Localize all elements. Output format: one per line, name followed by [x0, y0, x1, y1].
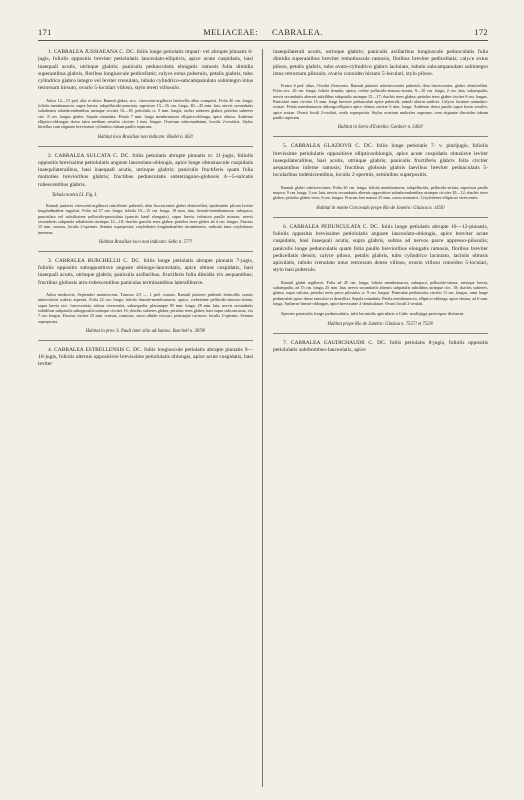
section-divider [273, 136, 488, 137]
species-6-habitat: Habitat prope Rio de Janeiro: Glaziou n. 7557! et 7559! [327, 321, 434, 327]
section-divider [273, 333, 488, 334]
left-column [38, 49, 253, 787]
section-divider [38, 251, 253, 252]
two-column-body [38, 49, 488, 787]
species-6-diagnosis: 6. CABRALEA PEDUNCULATA C. DC. foliis longe petiolatis abrupte 10—12-pinnatis, foliolis oppositis brevissime petiolulatis anguste lanceolato-oblongis, apice breviter acute cuspidatis, basi inaequali acutis, supra glabris, subtus ad nervos parce appresso-pilosulis; paniculis longe pedunculatis quam folia paullo brevioribus elongatis ramosis, floribus breviter pedicellatis densis; calyce piloso, petalis glabris, tubo cylindrico laciniato, laciniis obtusis apiculatis, tubulo crenulato intus retrorsum denso villoso, ovario villoso conoideo 5-loculari, stylo basi puberulo. [273, 223, 488, 274]
genus-name: CABRALEA. [271, 28, 323, 37]
running-title [52, 28, 474, 37]
section-divider [38, 340, 253, 341]
species-1-description: Arbor 12—15 ped. alta et altior. Ramuli glabri, sicc. virescenti-argillacei lenticellis albis conspersi. Folia 40 cm. longa; foliola membranacea, supra laevia, subpellucido-punctata, superiora 13—16 cm. longa, 40—45 mm. lata, nervis secundariis subalternis subadscendentibus utrinque circiter 16—18, petiolulis cr. 5 mm. longis; rachis subteres glabra; petiolus subteres circ. 8 cm. longus glaber. Sepala rotundata. Petala 7 mm. longa membranacea elliptico-oblonga, apice obtusa. Antherae elliptico-oblongae dorso intra medium sessiles circiter 1 mm. longae. Ovarium subrotundatum, loculis 2-ovulatis. Stylus hirtellus cum stigmate brevissime cylindrico tubum paullo superans. [38, 97, 253, 130]
species-7-diagnosis: 7. CABRALEA GAUDICHAUDII C. DC. foliis petiolatis 8-jugis, foliolis oppositis petiolulatis subrhombeo-lanceolatis, apice [273, 339, 488, 353]
section-divider [273, 217, 488, 218]
section-divider [38, 146, 253, 147]
species-2-diagnosis: 2. CABRALEA SULCATA C. DC. foliis petiolatis abrupte pinnatis cr. 11-jugis, foliolis oppositis brevissime petiolulatis anguste lanceolato-oblongis, apice longe obtusiuscule cuspidatis inaequilateralibus, basi inaequali acutis, utrinque glabris; paniculis fructiferis quam folia multoties brevioribus glabris; fructibus pedunculatis subtetragono-globosis 4—5-sulcatis rubescentibus glabris. [38, 152, 253, 188]
species-3-description: Arbor mediocris, Septembri maturescens. Truncus 2/3 — 1 ped. crassus. Ramuli juniores puberuli lenticellis crassis tuberculosis scabris asperati. Folia 22 cm. longa; foliola firmule-membranacea, opaca, creberrime pellucido-sinuoso-striata, supra laevia sicc. fuscescentia, subtus virescentia, subaequalia, plerumque 95 mm. longa, 28 mm. lata, nervis secundariis subtilibus subpatulis suboppositis utrinque circiter 16; rhachis subteres glabra; petiolus teres glaber, basi supra subconcavus, vix 7 cm. longus. Fructus circiter 25 mm. crassus, carnosus, succo albido viscoso, pericarpio coriaceo, loculis 2-spermis. Semina superposita. [38, 292, 253, 324]
page-number-left: 171 [38, 28, 52, 37]
species-5-description: Ramuli glabri subvirescentes. Folia 20 cm. longa; foliola membranacea, subpellucida, pellucido-striata, superiora paullo majora, 9 cm. longa, 3 cm. lata, nervis secundariis alternis oppositisve subadscendentibus utrinque circiter 10—12; rhachis teres glabra; petiolus glaber teres, 6 cm. longus. Fructus fere maturi 25 mm. crassi aromatici. Cotyledones ellipticae virescentes. [273, 184, 488, 201]
page-number-right: 172 [474, 28, 488, 37]
species-5-habitat: Habitat in monte Corcovado prope Rio de Janeiro: Glaziou n. 1450! [316, 205, 445, 211]
column-rule [262, 49, 263, 787]
right-column [273, 49, 488, 787]
species-3-diagnosis: 3. CABRALEA BURCHELLII C. DC. foliis longe petiolatis abrupte pinnatis 7-jugis, foliolis oppositis suboppositisve anguste oblongo-lanceolatis, apice obtuse cuspidatis, basi inaequali acutis, utrinque glabris; paniculis axillaribus, fructiferis folia dimidia vix aequantibus; fructibus globosis atro-rubescentibus paniculas terminantibus lateralibusve. [38, 257, 253, 286]
species-6-remark: Species paniculis longe pedunculatis, tubi laciniulis apiculatis a Cabr. multijuga praecipue distincta. [281, 311, 465, 317]
family-name: MELIACEAE: [203, 28, 258, 37]
species-6-description: Ramuli glabri argillacei. Folia ad 45 cm. longa; foliola membranacea, subopaca, pellucido-striata, utrinque laevia, subaequalia, ad 15 cm. longa, 25 mm. lata, nervis secundariis alternis subpatulis subtilibus utrinque circ. 18; rhachis subteres, glabra, supra sulcata; petiolus teres parce pilosulus cr. 9 cm. longus. Paniculae pedunculus circiter 11 cm. longus, rami longe pedunculati apice dense ramulosi et densiflori. Sepala rotundata. Petala membranacea, elliptico-oblonga, apice obtusa, ad 6 mm. longa. Antherae lineari-oblongae, apice brevissime 2-denticulatae. Ovarii loculi 2-ovulati. [273, 279, 488, 306]
species-1-diagnosis: 1. CABRALEA JUSSIAEANA C. DC. foliis longe petiolatis impari- vel abrupte pinnatis 6-jugis, foliolis oppositis breviter petiolulatis lanceolato-ellipticis, apice acute cuspidatis, basi inaequali acutis, utrinque glabris; paniculis pedunculatis elongatis ramosis folia dimidia superantibus glabris, floribus longiuscule pedicellatis; calyce extus puberulo, petalis glabris, tubo cylindrico glabro integro vel leviter crenulato, tubulo cylindrico-subcampanulato subintegro intus retrorsum hirsuto, ovario 5-loculari villoso, stylo tereti villosulo. [38, 49, 253, 92]
species-4-diagnosis: 4. CABRALEA ESTRELLENSIS C. DC. foliis longiuscule petiolatis abrupte pinnatis 9—10-jugis, foliolis alternis oppositisve brevissime petiolulatis oblongis, apice acute cuspidatis, basi leviter [38, 346, 253, 368]
species-2-habitat: Habitat Brasiliae loco non indicato: Sello n. 577! [98, 239, 193, 245]
species-2-description: Ramuli juniores virescenti-argillacei subcilleate puberuli, dein fuscescentes glabri elenticellati, epidermide plicata leviter longitudinaliter rugulosi. Folia ad 27 cm. longa; foliola 10—15 cm. longa, 18 mm. lata, firmule-membranacea, subopaca, punctulata vel subtilissime pellucido-punctulata (punctis haud elongatis), supra laevia, inferiora paullo minora, nervis secundariis subpatule subalternis utrinque 12—18; rhachis gracilis teres glabra; petiolus teres glaber ad 4 cm. longus. Fructus 15 mm. crassus, loculis 2-spermis. Semina superposita; cotyledones longitudinaliter incumbentes, radicula intra cotyledones immersa. [38, 203, 253, 235]
species-1-habitat: Habitat loco Brasiliae non indicato: Riedel n. 662! [97, 134, 194, 140]
running-header [38, 28, 488, 41]
species-3-habitat: Habitat in prov. S. Pauli inter sitio ad Santos: Burchell n. 3078! [85, 328, 206, 334]
species-5-diagnosis: 5. CABRALEA GLAZIOVII C. DC. foliis longe petiolatis 7- v. plurijugis, foliolis brevissime petiolulatis oppositisve ellipticooblongis, apice acute cuspidatis obtusisve leviter inaequilateralibus, basi acutis, utrinque glabris; paniculis fructiferis glabris folia circiter aequantibus inferne ramosis; fructibus globosis glabris laevibus breviter pedunculatis 5-locularibus indehiscentibus, loculis 2-spermis, seminibus superpositis. [273, 143, 488, 179]
species-4-description: Frutex 6 ped. altus, Octobri florescens. Ramuli juniores subvirescentes puberuli, dein fuscescentes, glabri, elenticellati. Folia circ. 26 cm. longa; foliola firmula, opaca, crebre pellucido-sinuoso-striata, 9—10 cm. longa, 2 cm. lata, subaequalia, nervis secundariis alternis subtilibus subpatulis utrinque 15—17; rhachis teres glabra; petiolus teres glaber circiter 6 cm. longus. Paniculae rami circiter 15 mm. longi breviter pedunculati apice puberuli, ramuli abortu unifiori. Calycis laciniae rotundato-ovatae. Petala membranacea oblongo-elliptica apice obtusa circiter 6 mm. longa. Antherae dorso paullo supra basin sessiles, apice acutae. Ovarii loculi 2-ovulati, ovula superposita. Stylus ovarium multoties superans, cum stigmate discoideo tubum paullo superans. [273, 83, 488, 120]
species-2-plate-ref: Tabula nostra LI. Fig. I. [52, 193, 98, 199]
species-4-habitat: Habitat in Serra d'Estrella: Gardner n. 5403! [337, 125, 424, 131]
species-4-diagnosis-continued: inaequilaterali acutis, utrinque glabris; paniculis axillaribus longiuscule pedunculatis folia dimidia superantibus breviter remotiuscule ramosis, floribus breviter pedicellatis; calyce extus piloso, petalis glabris, tubo ovato-cylindrico glabro laciniato, tubulo subcampanulato subintegro intus retrorsum pilosulo, ovario conoideo hirsuto 5-loculari, stylo piloso. [273, 49, 488, 77]
